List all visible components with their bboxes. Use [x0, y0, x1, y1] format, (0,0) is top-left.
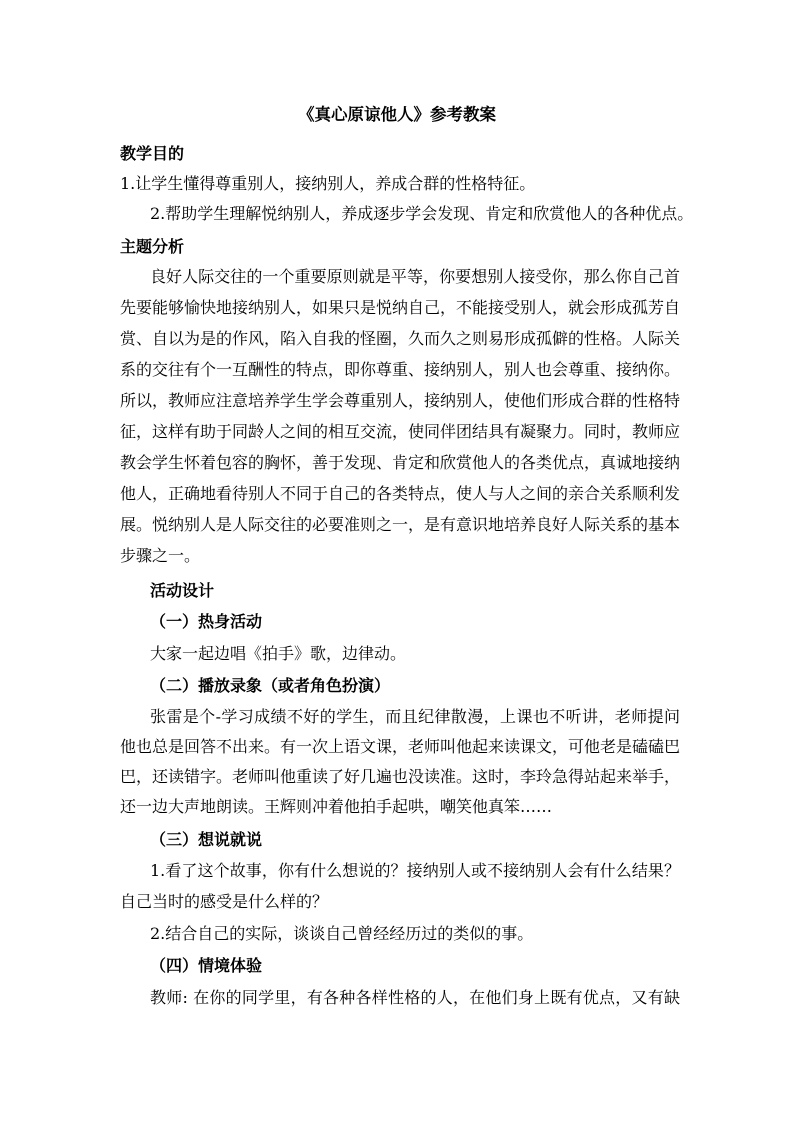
situation-text: 教师: 在你的同学里，有各种各样性格的人，在他们身上既有优点，又有缺 — [150, 988, 680, 1007]
objective-item-1: 1.让学生懂得尊重别人，接纳别人，养成合群的性格特征。 — [120, 174, 536, 193]
section-heading-analysis: 主题分析 — [120, 237, 185, 256]
objective-item-2: 2.帮助学生理解悦纳别人，养成逐步学会发现、肯定和欣赏他人的各种优点。 — [150, 204, 694, 223]
analysis-line: 良好人际交往的一个重要原则就是平等，你要想别人接受你，那么你自己首 — [150, 267, 680, 286]
analysis-line: 先要能够愉快地接纳别人，如果只是悦纳自己，不能接受别人，就会形成孤芳自 — [120, 298, 681, 317]
document-title: 《真心原谅他人》参考教案 — [298, 105, 496, 124]
section-heading-objectives: 教学目的 — [120, 144, 185, 163]
step-heading-discussion: （三）想说就说 — [150, 830, 263, 849]
story-line: 他也总是回答不出来。有一次上语文课，老师叫他起来读课文，可他老是磕磕巴 — [120, 737, 681, 756]
step-text-warmup: 大家一起边唱《拍手》歌，边律动。 — [150, 644, 407, 663]
discussion-question-1: 1.看了这个故事，你有什么想说的？接纳别人或不接纳别人会有什么结果？ — [150, 861, 680, 880]
step-heading-warmup: （一）热身活动 — [150, 612, 263, 631]
analysis-line: 展。悦纳别人是人际交往的必要准则之一，是有意识地培养良好人际关系的基本 — [120, 515, 681, 534]
analysis-line: 征，这样有助于同龄人之间的相互交流，使同伴团结具有凝聚力。同时，教师应 — [120, 422, 681, 441]
discussion-question-1-cont: 自己当时的感受是什么样的？ — [120, 892, 329, 911]
section-heading-activity: 活动设计 — [150, 581, 215, 600]
analysis-line: 步骤之一。 — [120, 546, 201, 565]
step-heading-video: （二）播放录象（或者角色扮演） — [150, 676, 391, 695]
analysis-line: 他人，正确地看待别人不同于自己的各类特点，使人与人之间的亲合关系顺利发 — [120, 484, 681, 503]
analysis-line: 赏、自以为是的作风，陷入自我的怪圈，久而久之则易形成孤僻的性格。人际关 — [120, 329, 681, 348]
analysis-line: 系的交往有个一互酬性的特点，即你尊重、接纳别人，别人也会尊重、接纳你。 — [120, 360, 681, 379]
story-line: 张雷是个-学习成绩不好的学生，而且纪律散漫，上课也不听讲，老师提问 — [150, 707, 680, 726]
story-line: 巴，还读错字。老师叫他重读了好几遍也没读准。这时，李玲急得站起来举手， — [120, 767, 681, 786]
analysis-line: 所以，教师应注意培养学生学会尊重别人，接纳别人，使他们形成合群的性格特 — [120, 391, 681, 410]
story-line: 还一边大声地朗读。王辉则冲着他拍手起哄，嘲笑他真笨…… — [120, 797, 553, 816]
discussion-question-2: 2.结合自己的实际，谈谈自己曾经经历过的类似的事。 — [150, 924, 534, 943]
step-heading-situation: （四）情境体验 — [150, 956, 263, 975]
analysis-line: 教会学生怀着包容的胸怀，善于发现、肯定和欣赏他人的各类优点，真诚地接纳 — [120, 453, 681, 472]
